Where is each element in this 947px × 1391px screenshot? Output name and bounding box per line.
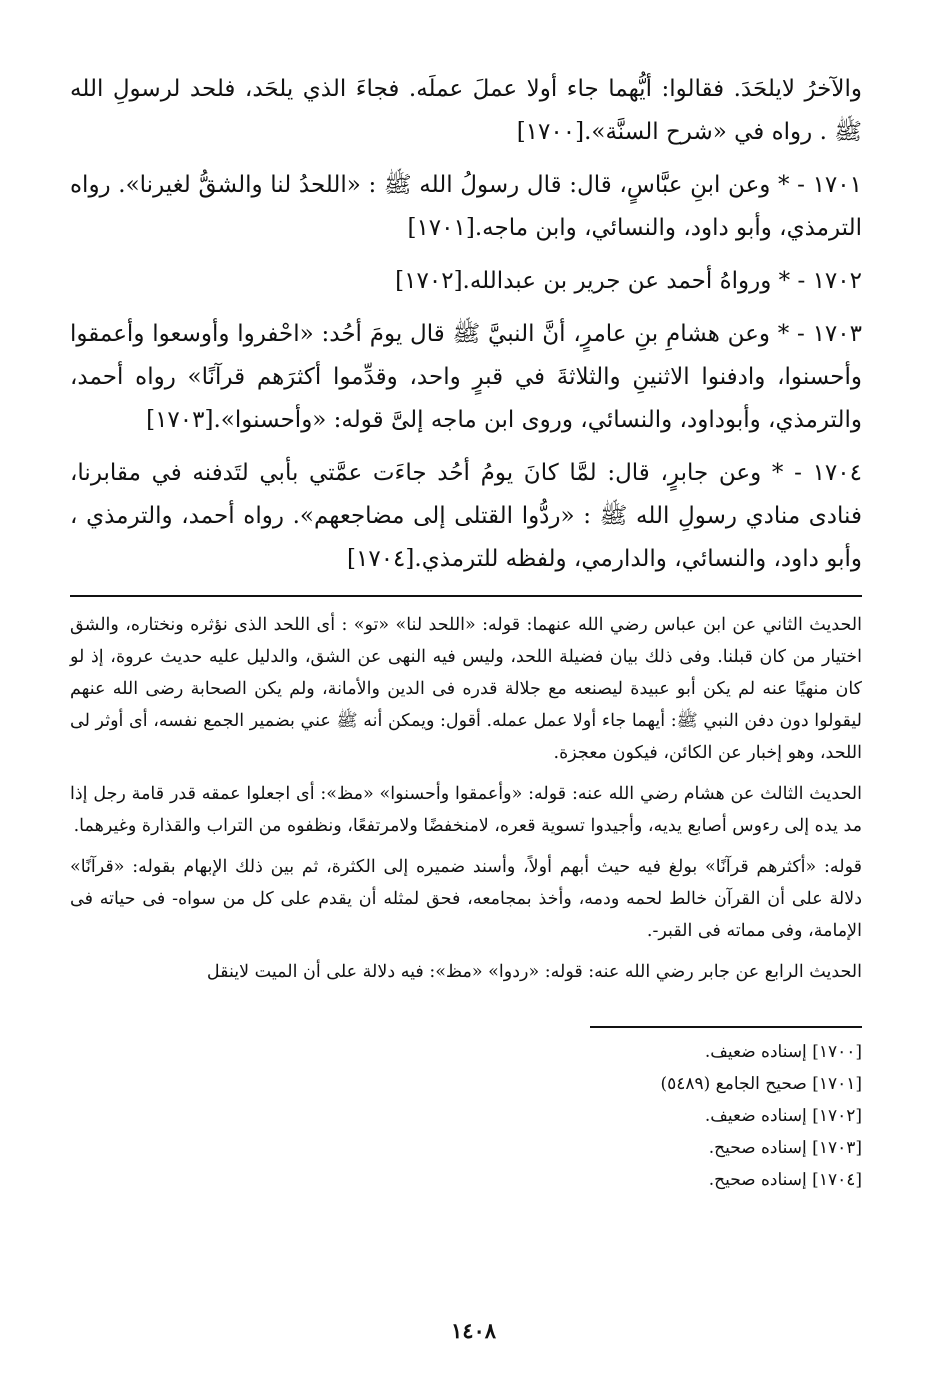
hadith-1702: ١٧٠٢ - * ورواهُ أحمد عن جرير بن عبدالله.[١٧٠٢]	[395, 268, 862, 294]
footnote-divider	[590, 1026, 862, 1028]
commentary	[70, 609, 862, 988]
section-divider	[70, 595, 862, 597]
hadith-1701: ١٧٠١ - * وعن ابنِ عبَّاسٍ، قال: قال رسولُ الله ﷺ : «اللحدُ لنا والشقُّ لغيرنا». رواه الترمذي، وأبو داود، والنسائي، وابن ماجه.[١٧٠١]	[70, 172, 862, 241]
footnote: [١٧٠٤] إسناده صحيح.	[708, 1170, 862, 1190]
hadith-1703: ١٧٠٣ - * وعن هشامِ بنِ عامرٍ، أنَّ النبيَّ ﷺ قال يومَ أحُد: «احْفروا وأوسعوا وأعمقوا وأحسنوا، وادفنوا الاثنينِ والثلاثةَ في قبرٍ واحد، وقدِّموا أكثرَهم قرآنًا» رواه أحمد، والترمذي، وأبوداود، والنسائي، وروى ابن ماجه إلىَّ قوله: «وأحسنوا».[١٧٠٣]	[70, 321, 862, 433]
footnote: [١٧٠٣] إسناده صحيح.	[708, 1138, 862, 1158]
commentary-paragraph: الحديث الرابع عن جابر رضي الله عنه: قوله: «ردوا» «مظ»: فيه دلالة على أن الميت لاينقل	[206, 962, 862, 982]
commentary-paragraph: قوله: «أكثرهم قرآنًا» بولغ فيه حيث أبهم أولاً، وأسند ضميره إلى الكثرة، ثم بين ذلك الإبهام بقوله: «قرآنًا» دلالة على أن القرآن خالط لحمه ودمه، وأخذ بمجامعه، فحق لمثله أن يقدم على كل من سواه- فى حياته فى الإمامة، وفى مماته فى القبر-.	[70, 857, 862, 941]
commentary-paragraph: الحديث الثالث عن هشام رضي الله عنه: قوله: «وأعمقوا وأحسنوا» «مظ»: أى اجعلوا عمقه قدر قامة رجل إذا مد يده إلى رءوس أصابع يديه، وأجيدوا تسوية قعره، لامنخفضًا ولامرتفعًا، ونظفوه من التراب والقذارة وغيرهما.	[70, 784, 862, 836]
hadith-paragraph: والآخرُ لايلحَدَ. فقالوا: أيُّهما جاء أولا عملَ عملَه. فجاءَ الذي يلحَد، فلحد لرسولِ الله ﷺ . رواه في «شرح السنَّة».[١٧٠٠]	[70, 76, 862, 145]
page-number: ١٤٠٨	[450, 1318, 497, 1343]
footnote: [١٧٠٢] إسناده ضعيف.	[704, 1106, 862, 1126]
footnote: [١٧٠٠] إسناده ضعيف.	[704, 1042, 862, 1062]
footnotes	[70, 1036, 862, 1196]
commentary-paragraph: الحديث الثاني عن ابن عباس رضي الله عنهما: قوله: «اللحد لنا» «تو» : أى اللحد الذى نؤثره ونختاره، والشق اختيار من كان قبلنا. وفى ذلك بيان فضيلة اللحد، وليس فيه النهى عن الشق، والدليل عليه حديث عروة، إذ لو كان منهيًا عنه لم يكن أبو عبيدة ليصنعه مع جلالة قدره فى الدين والأمانة، ولم يكن الصحابة رضى الله عنهم ليقولوا دون دفن النبي ﷺ: أيهما جاء أولا عمل عمله. أقول: ويمكن أنه ﷺ عني بضمير الجمع نفسه، أى أوثر لى اللحد، وهو إخبار عن الكائن، فيكون معجزة.	[70, 615, 862, 763]
page-body	[70, 68, 862, 1196]
hadith-1704: ١٧٠٤ - * وعن جابرٍ، قال: لمَّا كانَ يومُ أحُد جاءَت عمَّتي بأبي لتَدفنه في مقابرنا، فنادى منادي رسولِ الله ﷺ : «ردُّوا القتلى إلى مضاجعهم». رواه أحمد، والترمذي ، وأبو داود، والنسائي، والدارمي، ولفظه للترمذي.[١٧٠٤]	[70, 460, 862, 572]
hadith-text	[70, 68, 862, 581]
footnote: [١٧٠١] صحيح الجامع (٥٤٨٩)	[660, 1074, 862, 1094]
